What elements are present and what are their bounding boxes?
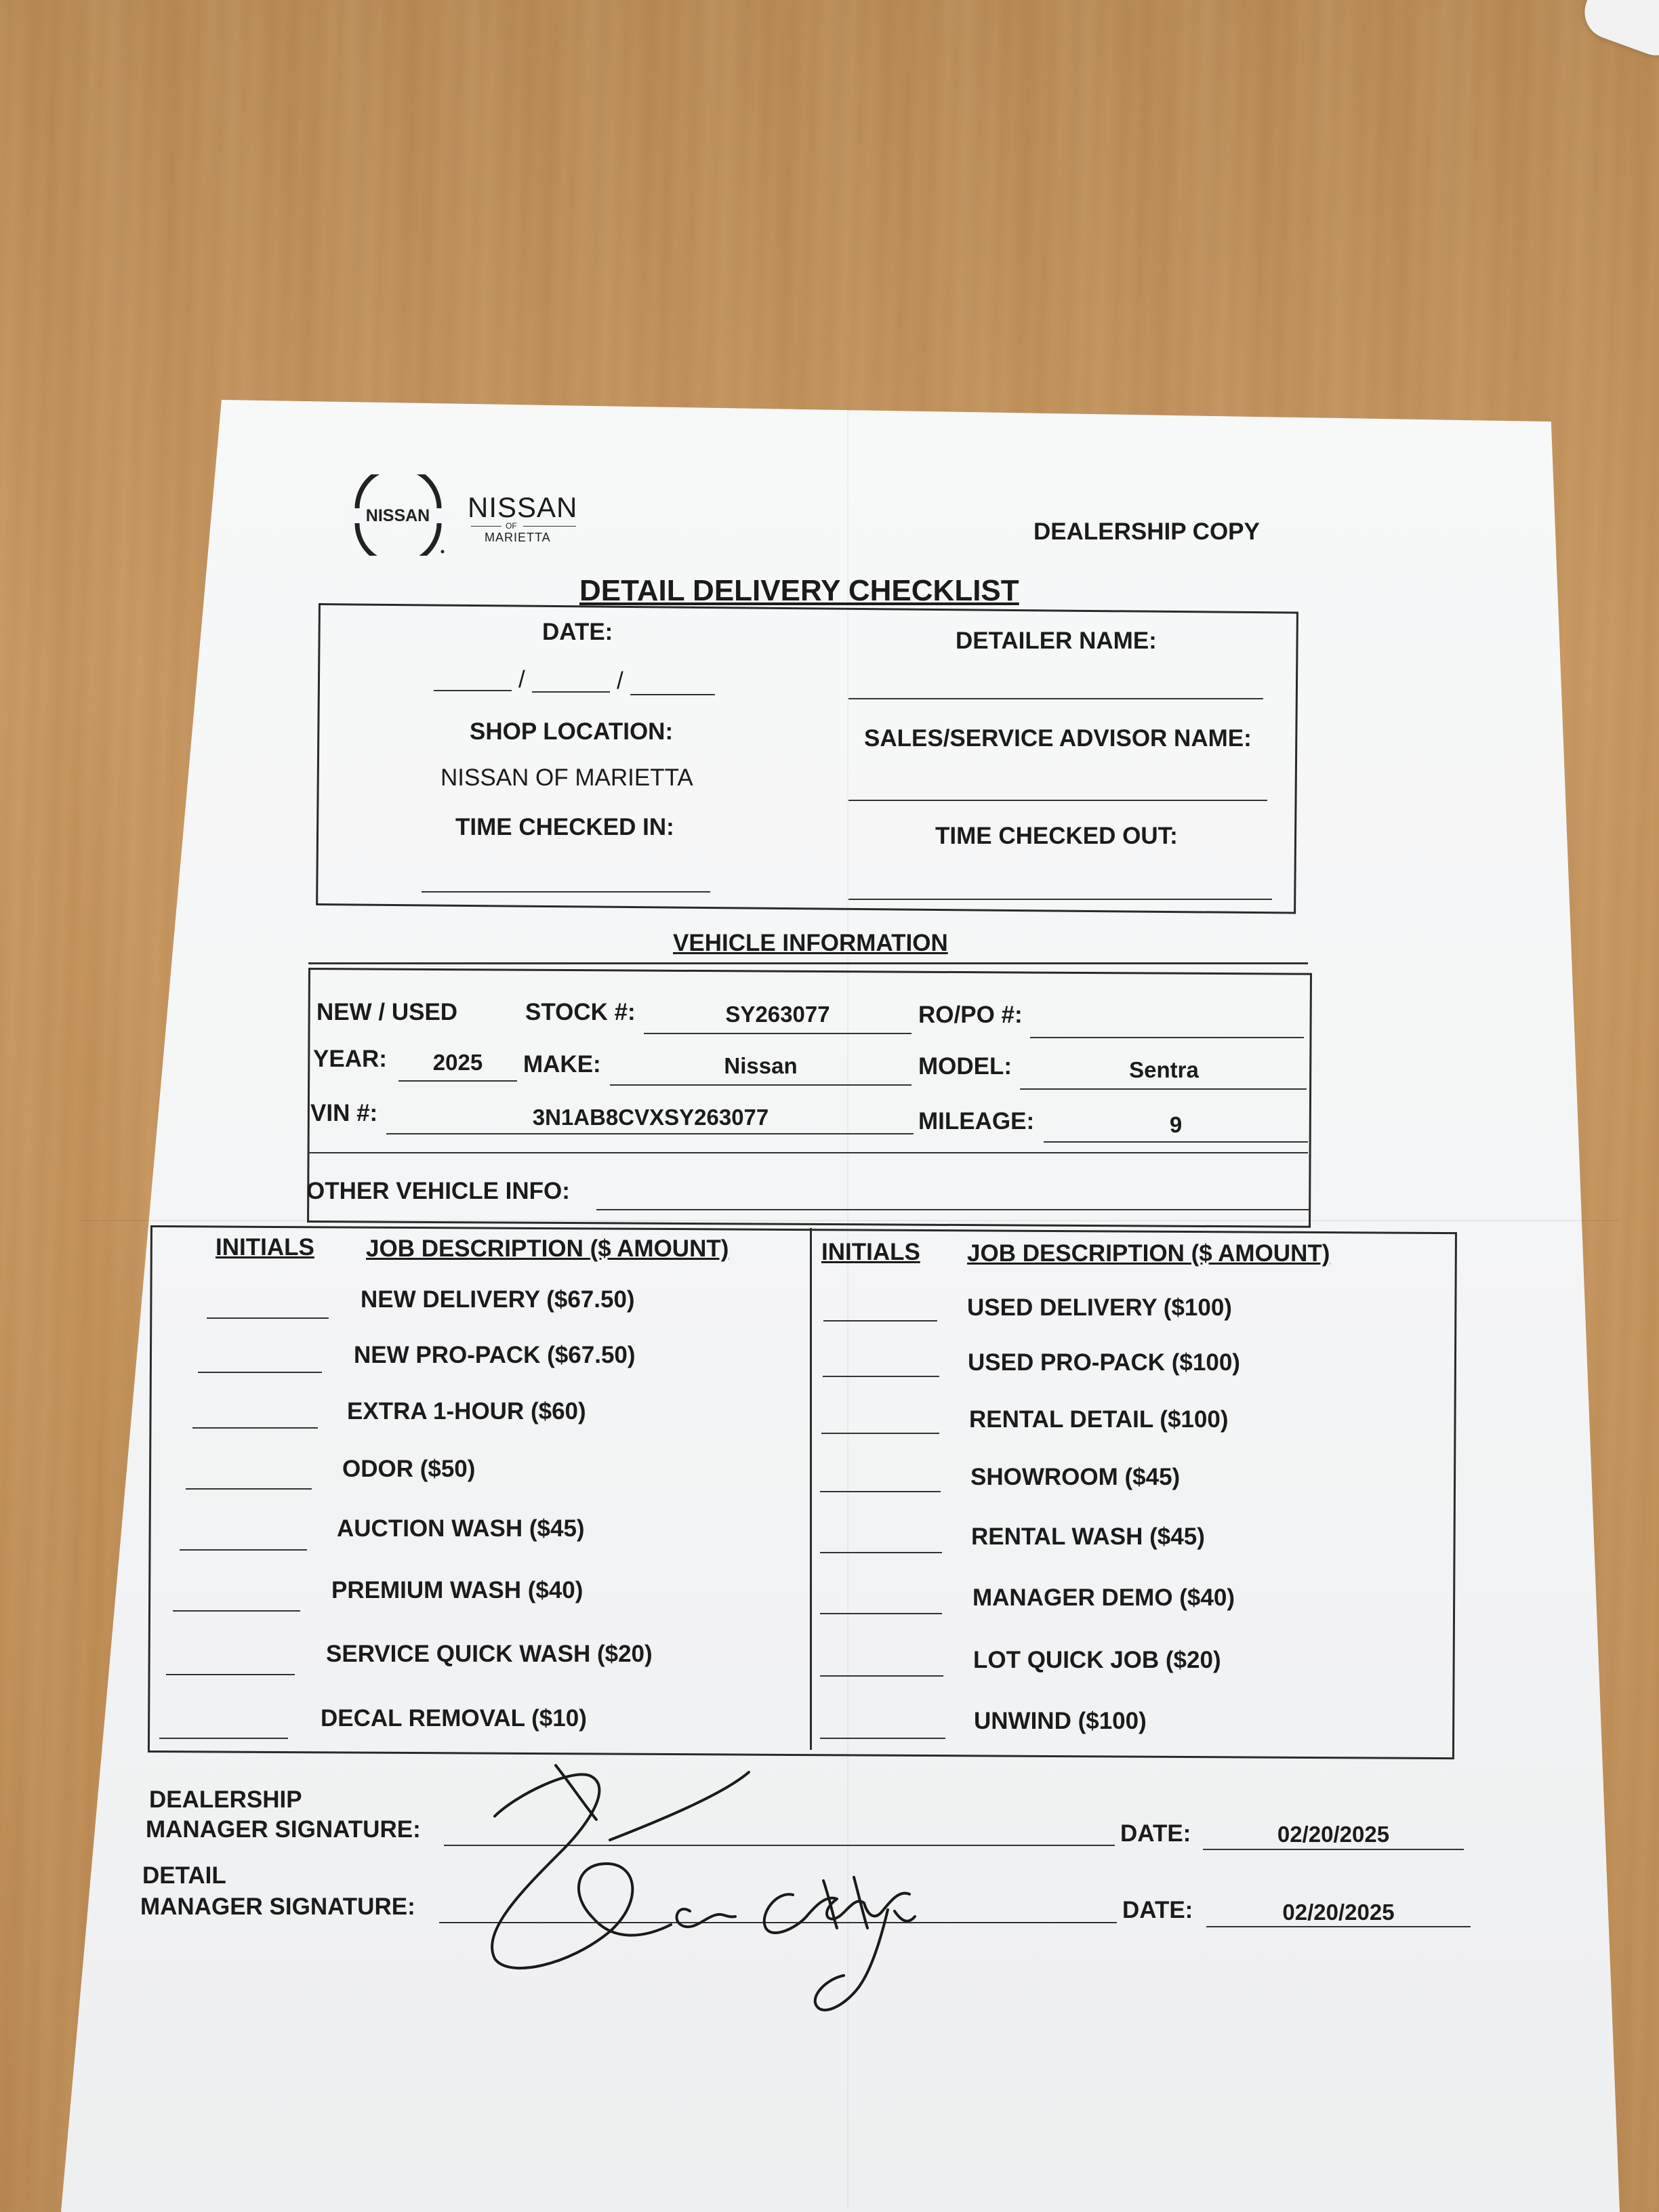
napkin-corner [1577,0,1659,63]
detailer-name-label: DETAILER NAME: [956,628,1157,654]
initials-line[interactable] [166,1674,295,1675]
dealer-of: OF [506,521,517,531]
detail-signature-label-line2: MANAGER SIGNATURE: [140,1893,415,1920]
dealer-city: MARIETTA [485,531,551,544]
date-label: DATE: [542,619,613,645]
job-unwind: UNWIND ($100) [974,1708,1147,1734]
initials-line[interactable] [820,1552,942,1553]
model-value: Sentra [1129,1057,1199,1082]
left-job-header: JOB DESCRIPTION ($ AMOUNT) [366,1235,729,1262]
job-premium-wash: PREMIUM WASH ($40) [331,1577,583,1603]
job-manager-demo: MANAGER DEMO ($40) [972,1584,1235,1611]
right-job-header: JOB DESCRIPTION ($ AMOUNT) [967,1240,1330,1267]
model-label: MODEL: [918,1053,1012,1080]
initials-line[interactable] [180,1549,307,1551]
advisor-name-label: SALES/SERVICE ADVISOR NAME: [864,725,1252,752]
mileage-value: 9 [1169,1112,1183,1137]
dealership-copy-label: DEALERSHIP COPY [1033,518,1260,545]
initials-line[interactable] [823,1376,939,1377]
dealership-signature-label-line1: DEALERSHIP [149,1786,302,1813]
dealership-signature-label-line2: MANAGER SIGNATURE: [146,1816,421,1843]
svg-text:NISSAN: NISSAN [365,506,430,525]
shop-location-label: SHOP LOCATION: [470,718,674,745]
time-checked-in-label: TIME CHECKED IN: [455,814,674,840]
initials-line[interactable] [820,1675,943,1677]
initials-line[interactable] [159,1738,288,1739]
job-rental-detail: RENTAL DETAIL ($100) [969,1406,1229,1433]
shop-location-value: NISSAN OF MARIETTA [441,764,693,791]
make-value: Nissan [724,1053,798,1078]
job-rental-wash: RENTAL WASH ($45) [971,1523,1205,1550]
initials-line[interactable] [821,1433,939,1434]
initials-line[interactable] [173,1610,300,1612]
other-vehicle-info-label: OTHER VEHICLE INFO: [306,1178,570,1204]
detail-signature-label-line1: DETAIL [142,1862,226,1889]
initials-line[interactable] [820,1738,945,1739]
date-separator: / [518,666,525,693]
job-table-divider [810,1228,812,1750]
initials-line[interactable] [207,1317,329,1319]
new-used-label: NEW / USED [316,999,458,1025]
initials-line[interactable] [820,1613,942,1614]
year-value: 2025 [432,1050,483,1075]
right-initials-header: INITIALS [821,1239,920,1265]
ropo-label: RO/PO #: [918,1002,1023,1028]
job-used-pro-pack: USED PRO-PACK ($100) [968,1349,1240,1376]
job-extra-1-hour: EXTRA 1-HOUR ($60) [347,1398,586,1425]
stock-value: SY263077 [725,1002,830,1027]
date-separator: / [617,668,623,694]
job-decal-removal: DECAL REMOVAL ($10) [321,1705,587,1732]
vin-label: VIN #: [310,1100,378,1126]
job-auction-wash: AUCTION WASH ($45) [337,1515,585,1542]
detail-date-value: 02/20/2025 [1282,1900,1395,1925]
dealership-date-value: 02/20/2025 [1277,1822,1390,1847]
vehicle-info-heading: VEHICLE INFORMATION [673,930,948,956]
job-lot-quick-job: LOT QUICK JOB ($20) [973,1647,1221,1673]
manager-signatures-icon [468,1755,1010,2053]
initials-line[interactable] [186,1488,312,1490]
job-new-delivery: NEW DELIVERY ($67.50) [361,1286,635,1313]
initials-line[interactable] [192,1427,318,1429]
dealer-name: NISSAN [468,491,578,523]
job-used-delivery: USED DELIVERY ($100) [967,1294,1232,1321]
initials-line[interactable] [198,1372,322,1373]
job-service-quick-wash: SERVICE QUICK WASH ($20) [326,1641,653,1667]
job-showroom: SHOWROOM ($45) [970,1464,1181,1490]
page-title: DETAIL DELIVERY CHECKLIST [579,574,1019,607]
make-label: MAKE: [523,1051,601,1078]
job-odor: ODOR ($50) [342,1456,476,1482]
stock-label: STOCK #: [525,999,636,1025]
mileage-label: MILEAGE: [918,1108,1035,1134]
vin-value: 3N1AB8CVXSY263077 [532,1105,769,1130]
time-checked-out-label: TIME CHECKED OUT: [935,823,1178,849]
initials-line[interactable] [820,1491,941,1492]
detail-date-label: DATE: [1122,1897,1193,1923]
job-table [148,1225,1457,1759]
nissan-logo-icon [342,474,454,556]
job-new-pro-pack: NEW PRO-PACK ($67.50) [354,1342,636,1368]
left-initials-header: INITIALS [216,1234,314,1261]
dealership-date-label: DATE: [1120,1820,1191,1847]
year-label: YEAR: [313,1046,387,1072]
initials-line[interactable] [823,1320,937,1322]
